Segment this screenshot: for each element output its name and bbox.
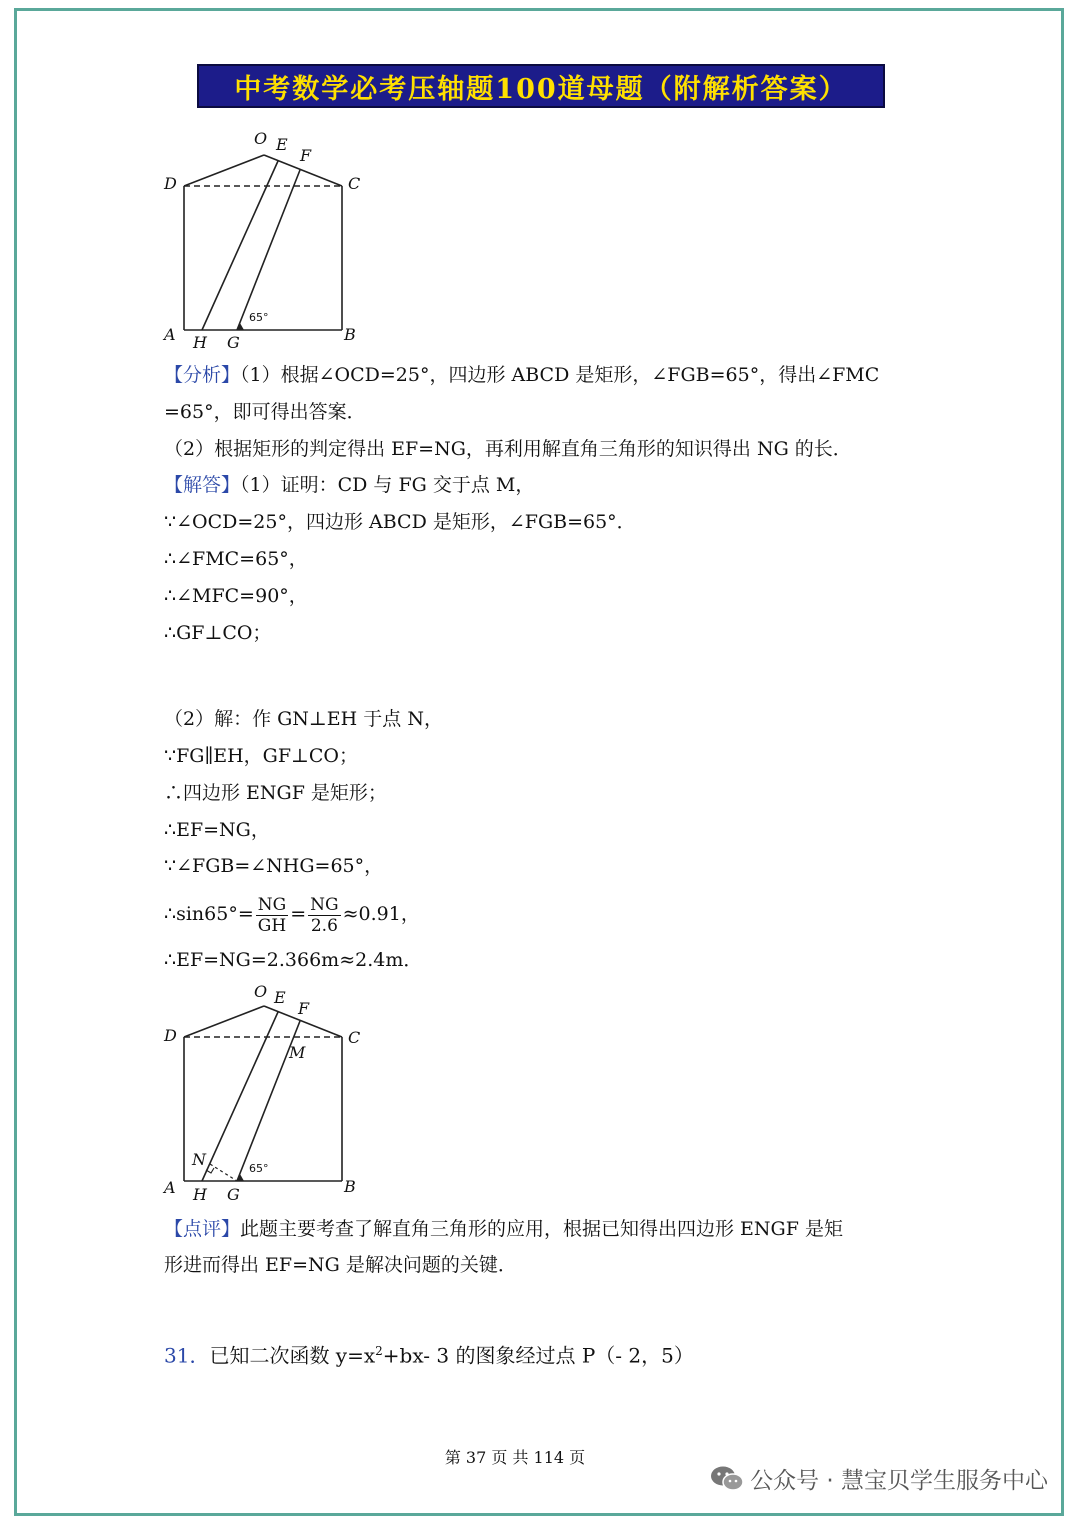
label-b: B [344, 325, 356, 344]
label-c: C [348, 174, 361, 193]
question-31: 31．已知二次函数 $y=x^2+bx-$ 3 的图象经过点 P（- 2，5） [164, 1343, 694, 1368]
angle-label: 65° [249, 1162, 269, 1175]
label-d: D [164, 174, 177, 193]
review-tag: 【点评】 [164, 1218, 241, 1240]
angle-label: 65° [249, 311, 269, 324]
fraction-ng-gh: $\frac{NG}{GH}$ [257, 894, 287, 936]
label-o: O [254, 982, 268, 1001]
label-g: G [227, 1185, 240, 1204]
answer-part2-line-2: ∵FG∥EH，GF⊥CO； [164, 745, 359, 767]
answer-part2-line-4: ∴EF=NG， [164, 819, 270, 841]
analysis-line-3: （2）根据矩形的判定得出 EF=NG，再利用解直角三角形的知识得出 NG 的长． [164, 438, 852, 460]
analysis-line-1: 【分析】（1）根据∠OCD=25°，四边形 ABCD 是矩形，∠FGB=65°，得出∠FMC [164, 364, 880, 386]
label-o: O [254, 129, 268, 148]
label-a: A [164, 1178, 176, 1197]
answer-line-5: ∴GF⊥CO； [164, 622, 272, 644]
label-a: A [164, 325, 176, 344]
figure-1 [150, 125, 380, 355]
page-footer: 第 37 页 共 114 页 [444, 1448, 586, 1467]
label-m: M [289, 1043, 306, 1062]
label-h: H [193, 1185, 207, 1204]
label-f: F [300, 146, 312, 165]
answer-line-2: ∵∠OCD=25°，四边形 ABCD 是矩形，∠FGB=65°． [164, 511, 636, 533]
label-g: G [227, 333, 240, 352]
wechat-icon [710, 1465, 744, 1493]
page-title: 中考数学必考压轴题100道母题（附解析答案） [197, 64, 885, 108]
label-c: C [348, 1028, 361, 1047]
answer-line-4: ∴∠MFC=90°， [164, 585, 308, 607]
label-e: E [274, 988, 286, 1007]
analysis-line-2: =65°，即可得出答案． [164, 401, 366, 423]
answer-line-3: ∴∠FMC=65°， [164, 548, 308, 570]
review-line-1: 【点评】此题主要考查了解直角三角形的应用，根据已知得出四边形 ENGF 是矩 [164, 1218, 843, 1240]
watermark: 公众号 · 慧宝贝学生服务中心 [710, 1462, 1048, 1495]
answer-line-1: 【解答】（1）证明：CD 与 FG 交于点 M， [164, 474, 535, 496]
figure-2 [150, 978, 380, 1208]
analysis-tag: 【分析】 [164, 364, 241, 386]
question-number: 31． [164, 1343, 210, 1368]
answer-part2-line-1: （2）解：作 GN⊥EH 于点 N， [164, 708, 443, 730]
label-h: H [193, 333, 207, 352]
review-line-2: 形进而得出 EF=NG 是解决问题的关键． [164, 1254, 517, 1276]
label-n: N [192, 1150, 206, 1169]
label-b: B [344, 1177, 356, 1196]
answer-part2-line-5: ∵∠FGB=∠NHG=65°， [164, 855, 384, 877]
answer-part2-line-7: ∴EF=NG=2.366m≈2.4m． [164, 949, 423, 971]
label-d: D [164, 1026, 177, 1045]
label-e: E [276, 135, 288, 154]
answer-part2-line-3: ∴四边形 ENGF 是矩形； [164, 782, 387, 804]
fraction-ng-2-6: $\frac{NG}{2.6}$ [310, 894, 339, 936]
label-f: F [298, 999, 310, 1018]
answer-tag: 【解答】 [164, 474, 241, 496]
answer-part2-line-6: ∴sin65°= $\frac{NG}{GH}$ = $\frac{NG}{2.6}$ ≈0.91， [164, 894, 420, 936]
